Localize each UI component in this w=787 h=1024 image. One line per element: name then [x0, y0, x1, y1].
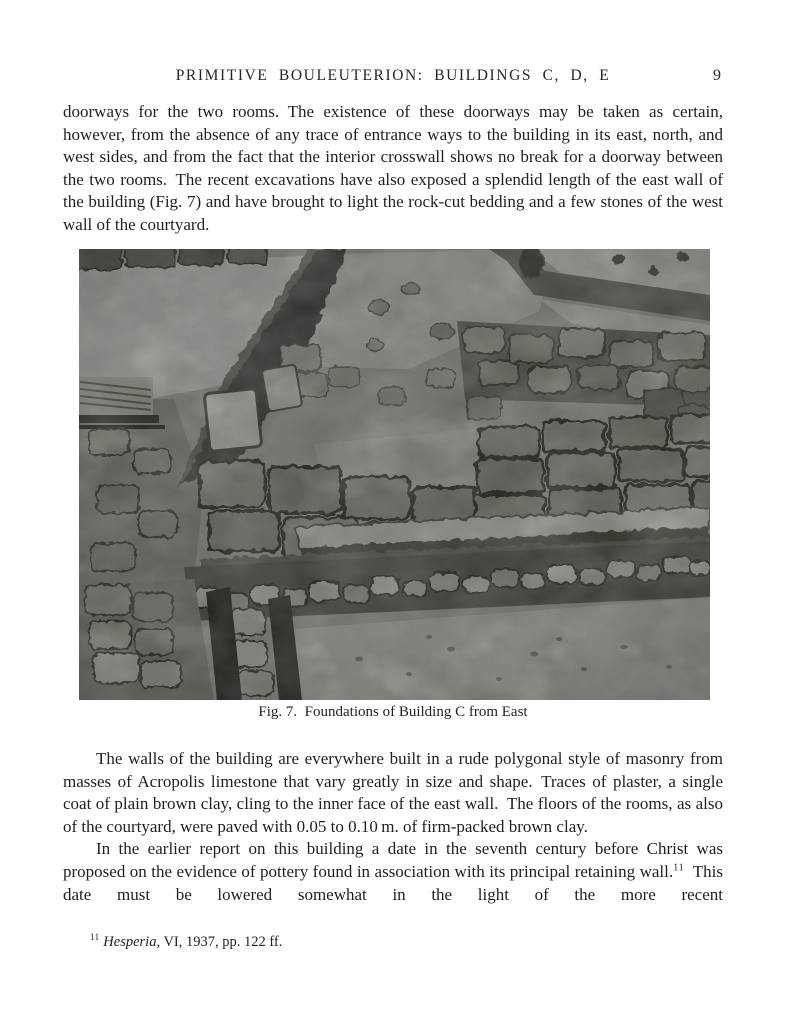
- paragraph: The walls of the building are everywhere built in a rude polygonal style of masonry from masses of Acropolis limestone that vary greatly in size and shape. Traces of plaster, a single coat of plain brown clay, cling to the inner face of the east wall. The floors of the rooms, as also of the courtyard, were paved with 0.05 to 0.10 m. of firm-packed brown clay.: [63, 749, 723, 836]
- paragraph-text: In the earlier report on this building a date in the seventh century before Christ was proposed on the evidence of pottery found in association with its principal retaining wall.: [63, 839, 723, 881]
- paragraph-text: This date must be lowered somewhat in the light of the more recent: [63, 861, 723, 904]
- running-head: [63, 67, 723, 89]
- body-text-bottom: [63, 748, 723, 906]
- figure-caption: [63, 704, 723, 721]
- page-number: 9: [713, 67, 721, 84]
- footnote-text: , VI, 1937, pp. 122 ff.: [156, 934, 283, 950]
- footnote-marker: 11: [90, 932, 100, 943]
- footnote-reference: 11: [673, 862, 685, 874]
- excavation-photo-illustration: [79, 249, 710, 700]
- paragraph: doorways for the two rooms. The existence of these doorways may be taken as certain, however, from the absence of any trace of entrance ways to the building in its east, north, and west sides, and from the fact that the interior crosswall shows no break for a doorway between the two rooms. The recent excavations have also exposed a splendid length of the east wall of the building (Fig. 7) and have brought to light the rock-cut bedding and a few stones of the west wall of the courtyard.: [63, 102, 723, 234]
- body-text-top: [63, 101, 723, 237]
- running-head-title: PRIMITIVE BOULEUTERION: BUILDINGS C, D, E: [175, 67, 611, 84]
- footnote: [63, 933, 723, 952]
- figure: [79, 249, 710, 700]
- footnote-source: Hesperia: [103, 934, 157, 950]
- photo-vignette: [79, 249, 710, 700]
- paragraph: [63, 838, 723, 906]
- figure-caption-text: Fig. 7. Foundations of Building C from East: [258, 704, 528, 720]
